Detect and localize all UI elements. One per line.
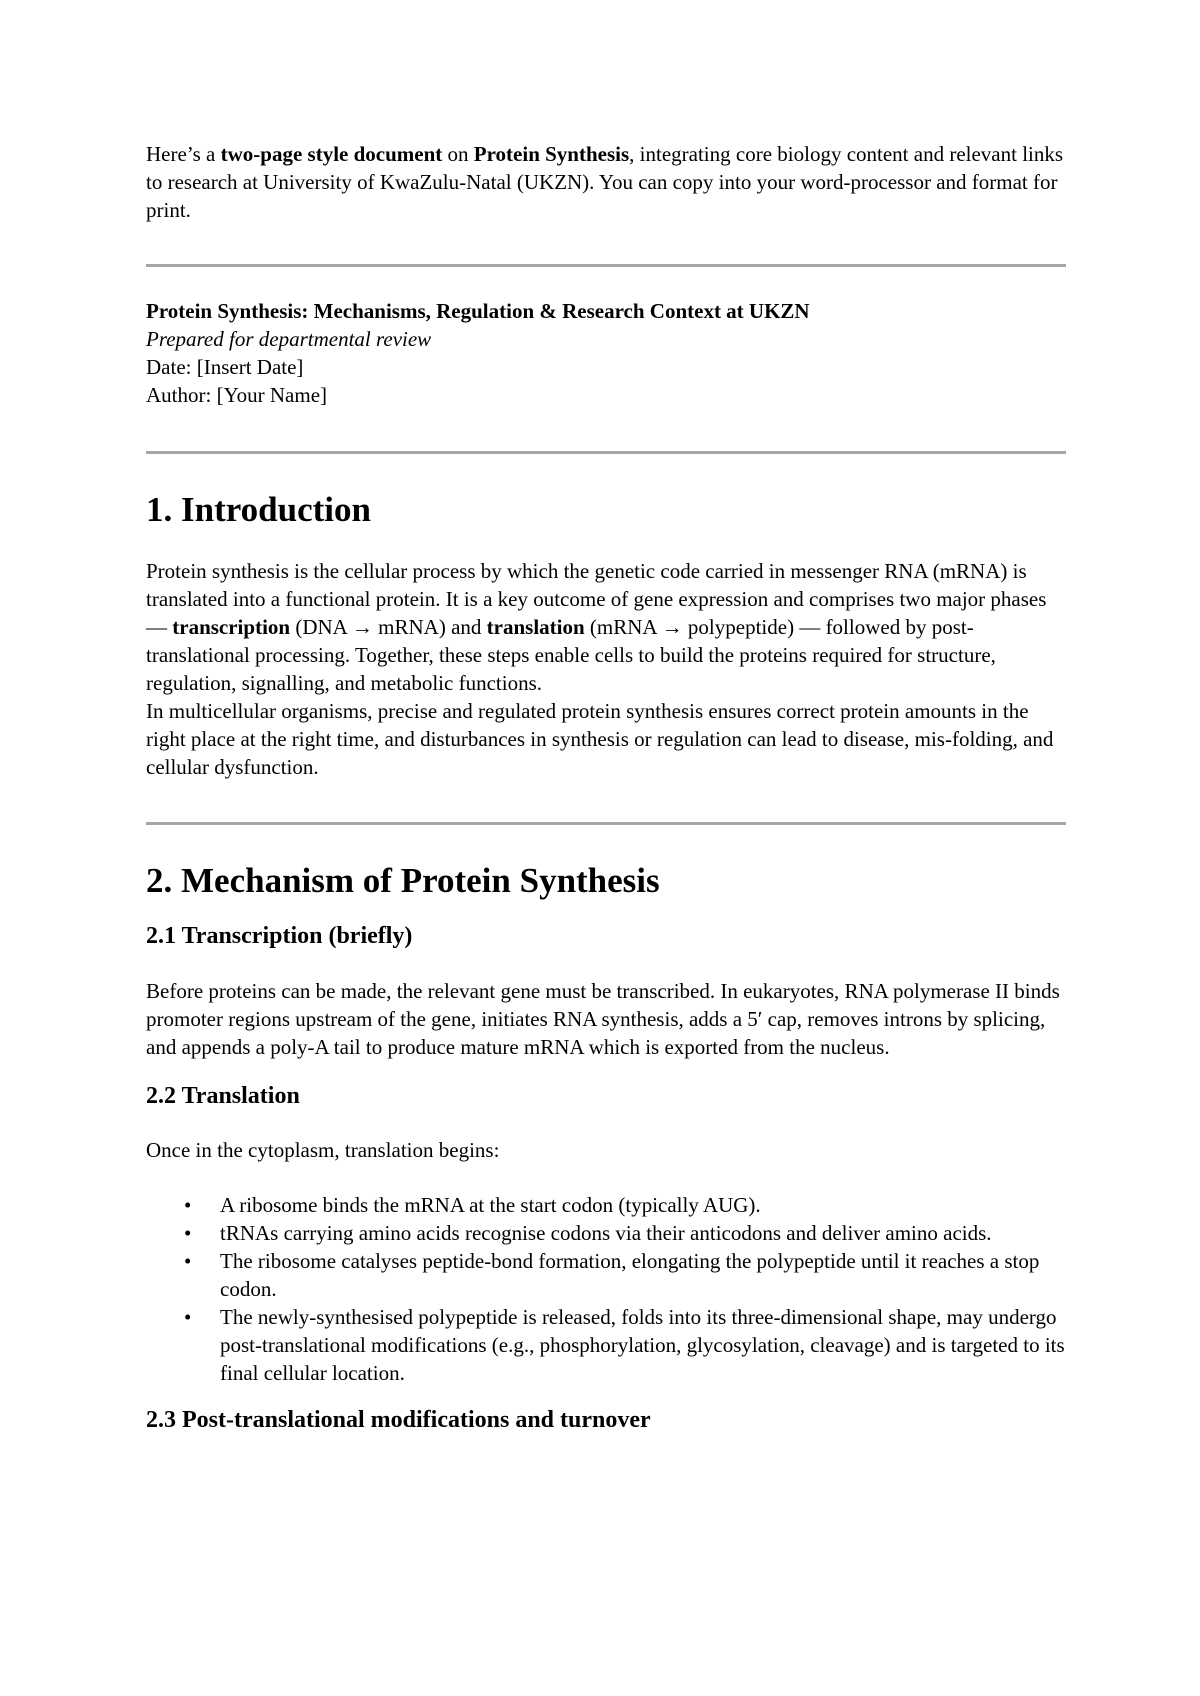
intro-bold-doc-type: two-page style document <box>220 142 443 166</box>
divider-2 <box>146 451 1066 454</box>
subsection-2-2-lead: Once in the cytoplasm, translation begins: <box>146 1138 500 1162</box>
subsection-2-2-heading: 2.2 Translation <box>146 1083 300 1109</box>
list-item: • The newly-synthesised polypeptide is released, folds into its three-dimensional shape, may undergo post-translational modifications (e.g., phosphorylation, glycosylation, cleavage) and is targeted to its final cellular location. <box>184 1305 1065 1385</box>
translation-steps-list <box>146 1191 1066 1387</box>
document-page <box>146 140 1066 1435</box>
list-item: • A ribosome binds the mRNA at the start codon (typically AUG). <box>184 1193 761 1217</box>
bullet-icon: • <box>184 1221 192 1245</box>
subsection-2-1-body: Before proteins can be made, the relevant gene must be transcribed. In eukaryotes, RNA polymerase II binds promoter regions upstream of the gene, initiates RNA synthesis, adds a 5′ cap, removes introns by splicing, and appends a poly-A tail to produce mature mRNA which is exported from the nucleus. <box>146 979 1060 1059</box>
section-1-paragraph-1: Protein synthesis is the cellular process by which the genetic code carried in messenger RNA (mRNA) is translated into a functional protein. It is a key outcome of gene expression and comprises two major phases — transcription (DNA → mRNA) and translation (mRNA → polypeptide) — followed by post-translational processing. Together, these steps enable cells to build the proteins required for structure, regulation, signalling, and metabolic functions. <box>146 559 1047 695</box>
document-subtitle: Prepared for departmental review <box>146 327 432 351</box>
list-item: • tRNAs carrying amino acids recognise codons via their anticodons and deliver amino acids. <box>184 1221 992 1245</box>
divider-3 <box>146 822 1066 825</box>
term-translation: translation <box>486 615 585 639</box>
divider-1 <box>146 264 1066 267</box>
section-1-paragraph-2: In multicellular organisms, precise and regulated protein synthesis ensures correct protein amounts in the right place at the right time, and disturbances in synthesis or regulation can lead to disease, mis-folding, and cellular dysfunction. <box>146 699 1054 779</box>
bullet-icon: • <box>184 1249 192 1273</box>
document-title: Protein Synthesis: Mechanisms, Regulation & Research Context at UKZN <box>146 299 810 323</box>
list-item: • The ribosome catalyses peptide-bond formation, elongating the polypeptide until it reaches a stop codon. <box>184 1249 1040 1301</box>
intro-bold-topic: Protein Synthesis <box>473 142 630 166</box>
author-line: Author: [Your Name] <box>146 383 328 407</box>
section-2-heading: 2. Mechanism of Protein Synthesis <box>146 861 660 900</box>
subsection-2-3-heading: 2.3 Post-translational modifications and turnover <box>146 1407 651 1433</box>
term-transcription: transcription <box>172 615 291 639</box>
date-line: Date: [Insert Date] <box>146 355 304 379</box>
intro-note: Here’s a two-page style document on Protein Synthesis, integrating core biology content and relevant links to research at University of KwaZulu-Natal (UKZN). You can copy into your word-processor and format for print. <box>146 142 1064 222</box>
bullet-icon: • <box>184 1193 192 1217</box>
bullet-icon: • <box>184 1305 192 1329</box>
header-block <box>146 297 1066 409</box>
subsection-2-1-heading: 2.1 Transcription (briefly) <box>146 923 413 949</box>
section-1-heading: 1. Introduction <box>146 490 371 529</box>
